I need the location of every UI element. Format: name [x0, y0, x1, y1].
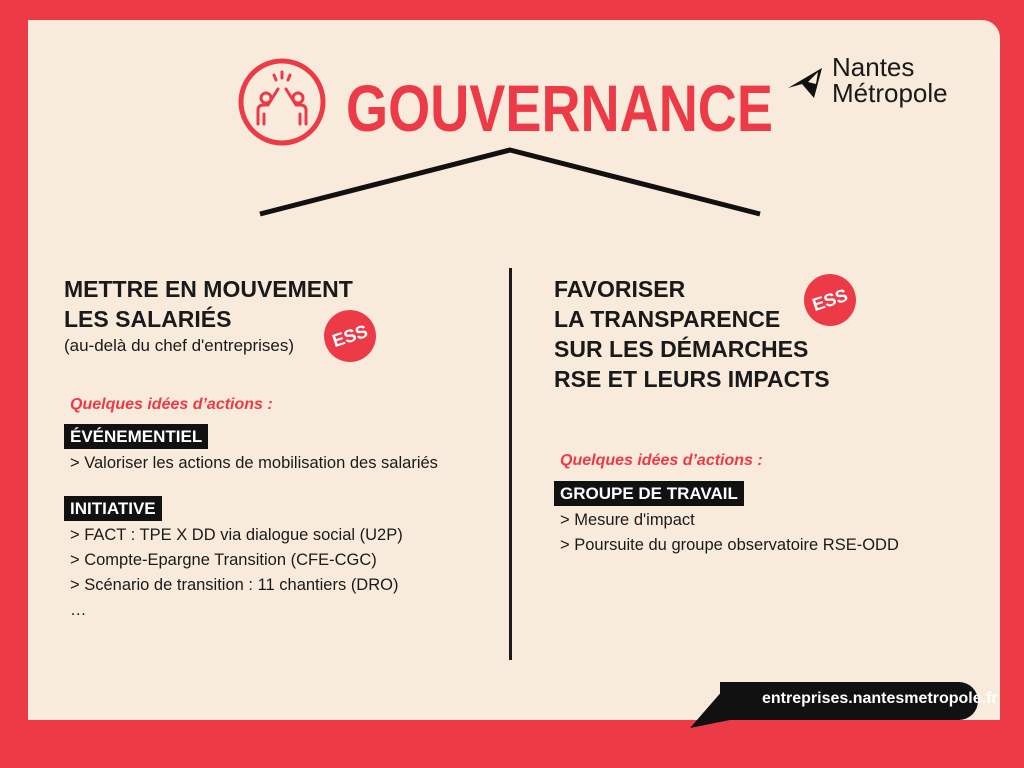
tag-evenementiel: ÉVÉNEMENTIEL	[64, 424, 208, 449]
ess-badge-left: ESS	[317, 303, 383, 369]
content-card	[28, 20, 1000, 720]
left-heading-line-1: METTRE EN MOUVEMENT	[64, 276, 353, 302]
right-ideas-label: Quelques idées d’actions :	[560, 452, 763, 469]
left-ideas-label: Quelques idées d’actions :	[70, 396, 273, 413]
list-item: > Mesure d'impact	[560, 511, 695, 529]
right-heading-line-2: LA TRANSPARENCE	[554, 306, 781, 332]
list-item: > Valoriser les actions de mobilisation des salariés	[70, 454, 438, 472]
brand-line-1: Nantes	[832, 52, 915, 82]
roof-line-divider	[28, 20, 1000, 240]
right-heading-line-1: FAVORISER	[554, 276, 686, 302]
right-heading	[554, 274, 830, 394]
list-item: > Poursuite du groupe observatoire RSE-ODD	[560, 536, 899, 554]
tag-initiative: INITIATIVE	[64, 496, 162, 521]
list-item: …	[70, 601, 87, 619]
left-heading	[64, 274, 353, 334]
right-heading-line-4: RSE ET LEURS IMPACTS	[554, 366, 830, 392]
page-title: GOUVERNANCE	[346, 71, 773, 145]
list-item: > Compte-Epargne Transition (CFE-CGC)	[70, 551, 377, 569]
left-subheading: (au-delà du chef d'entreprises)	[64, 336, 295, 355]
right-heading-line-3: SUR LES DÉMARCHES	[554, 336, 809, 362]
list-item: > FACT : TPE X DD via dialogue social (U2P)	[70, 526, 403, 544]
brand-line-2: Métropole	[832, 78, 948, 108]
website-link[interactable]: entreprises.nantesmetropole.fr	[762, 690, 998, 707]
left-heading-line-2: LES SALARIÉS	[64, 306, 232, 332]
column-divider	[509, 268, 512, 660]
tag-groupe-de-travail: GROUPE DE TRAVAIL	[554, 481, 744, 506]
list-item: > Scénario de transition : 11 chantiers (DRO)	[70, 576, 399, 594]
ess-badge-right: ESS	[797, 267, 863, 333]
